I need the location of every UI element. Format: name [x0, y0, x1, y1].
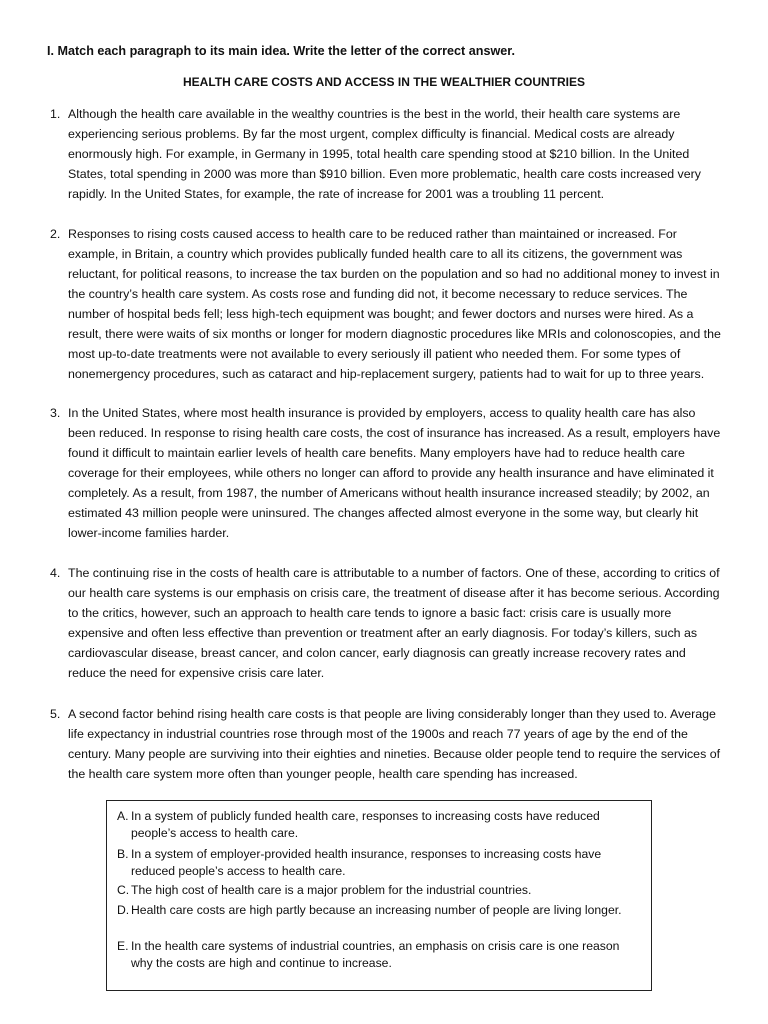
option-text: The high cost of health care is a major problem for the industrial countries.	[131, 883, 532, 897]
option-a	[117, 808, 637, 842]
answer-options-box	[106, 800, 652, 991]
paragraph-text: Although the health care available in the wealthy countries is the best in the world, their health care systems are experiencing serious problems. By far the most urgent, complex difficulty is financial. Medical costs are already enormously high. For example, in Germany in 1995, total health care spending stood at $210 billion. In the United States, total spending in 2000 was more than $910 billion. Even more problematic, health care costs increased very rapidly. In the United States, for example, the rate of increase for 2001 was a troubling 11 percent.	[68, 107, 701, 201]
paragraph-text: A second factor behind rising health care costs is that people are living considerably longer than they used to. Average life expectancy in industrial countries rose through most of the 1900s and reach 77 years of age by the end of the century. Many people are surviving into their eighties and nineties. Because older people tend to require the services of the health care system more often than younger people, health care spending has increased.	[68, 707, 721, 781]
paragraph-5	[50, 704, 726, 784]
option-c	[117, 882, 637, 899]
option-letter: D.	[117, 903, 130, 917]
option-text: In a system of publicly funded health care, responses to increasing costs have reduced people’s access to health care.	[131, 809, 600, 840]
paragraph-4	[50, 563, 726, 683]
paragraph-text: The continuing rise in the costs of health care is attributable to a number of factors. One of these, according to critics of our health care systems is our emphasis on crisis care, the treatment of disease after it has become serious. According to the critics, however, such an approach to health care tends to ignore a basic fact: crisis care is usually more expensive and often less effective than prevention or treatment after an early diagnosis. For today’s killers, such as cardiovascular disease, breast cancer, and colon cancer, early diagnosis can greatly increase recovery rates and reduce the need for expensive crisis care later.	[68, 566, 720, 680]
option-text: In the health care systems of industrial countries, an emphasis on crisis care is one reason why the costs are high and continue to increase.	[131, 939, 620, 970]
paragraph-3	[50, 403, 726, 543]
option-b	[117, 846, 637, 880]
paragraph-number: 4.	[50, 566, 61, 580]
instruction-heading: I. Match each paragraph to its main idea. Write the letter of the correct answer.	[47, 44, 515, 58]
option-text: Health care costs are high partly because an increasing number of people are living longer.	[131, 903, 622, 917]
article-title: HEALTH CARE COSTS AND ACCESS IN THE WEALTHIER COUNTRIES	[182, 75, 585, 89]
option-letter: C.	[117, 883, 130, 897]
option-letter: B.	[117, 847, 129, 861]
paragraph-number: 5.	[50, 707, 61, 721]
paragraph-number: 3.	[50, 406, 61, 420]
paragraph-number: 2.	[50, 227, 61, 241]
paragraph-2	[50, 224, 726, 384]
paragraph-1	[50, 104, 726, 204]
option-d	[117, 902, 637, 919]
paragraph-text: In the United States, where most health insurance is provided by employers, access to quality health care has also been reduced. In response to rising health care costs, the cost of insurance has increased. As a result, employers have found it difficult to maintain earlier levels of health care benefits. Many employers have had to reduce health care coverage for their employees, while others no longer can afford to provide any health insurance and have eliminated it completely. As a result, from 1987, the number of Americans without health insurance increased steadily; by 2002, an estimated 43 million people were uninsured. The changes affected almost everyone in the some way, but clearly hit lower-income families harder.	[68, 406, 721, 540]
option-text: In a system of employer-provided health insurance, responses to increasing costs have reduced people’s access to health care.	[131, 847, 602, 878]
option-letter: A.	[117, 809, 129, 823]
paragraph-text: Responses to rising costs caused access to health care to be reduced rather than maintained or increased. For example, in Britain, a country which provides publically funded health care to all its citizens, the government was reluctant, for political reasons, to increase the tax burden on the population and so had no additional money to invest in the country’s health care system. As costs rose and funding did not, it become necessary to reduce services. The number of hospital beds fell; less high-tech equipment was bought; and fewer doctors and nurses were hired. As a result, there were waits of six months or longer for modern diagnostic procedures like MRIs and colonoscopies, and the most up-to-date treatments were not available to every seriously ill patient who needed them. For some types of nonemergency procedures, such as cataract and hip-replacement surgery, patients had to wait for up to three years.	[68, 227, 721, 381]
option-letter: E.	[117, 939, 129, 953]
paragraph-number: 1.	[50, 107, 61, 121]
option-e	[117, 938, 637, 972]
